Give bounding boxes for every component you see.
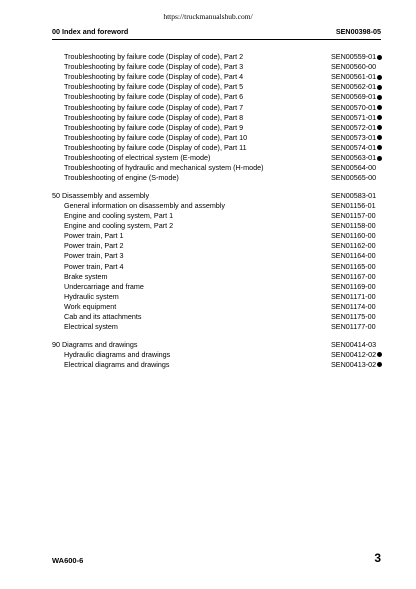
revision-bullet-icon: [377, 55, 382, 60]
revision-bullet-icon: [377, 125, 382, 130]
revision-bullet-icon: [377, 145, 382, 150]
revision-bullet-icon: [377, 95, 382, 100]
toc-entry-code: SEN01162-00: [331, 241, 376, 251]
toc-entry-code: SEN00414-03: [331, 339, 377, 349]
revision-bullet-icon: [377, 85, 382, 90]
toc-entry-row: [0, 153, 416, 163]
toc-entry-code: SEN01171-00: [331, 291, 376, 301]
toc-entry-row: [0, 103, 416, 113]
toc-entry-row: [0, 163, 416, 173]
toc-entry-title: Power train, Part 1: [64, 231, 124, 241]
toc-entry-row: [0, 201, 416, 211]
toc-entry-code: SEN00573-01: [331, 132, 377, 142]
toc-entry-title: Power train, Part 3: [64, 251, 124, 261]
source-url: https://truckmanualshub.com/: [163, 12, 253, 21]
toc-section-title: 90 Diagrams and drawings: [52, 339, 138, 349]
toc-entry-code: SEN00571-01: [331, 112, 377, 122]
header-divider: [52, 39, 381, 40]
toc-entry-code: SEN00563-01: [331, 153, 377, 162]
toc-entry-title: Cab and its attachments: [64, 312, 142, 321]
toc-entry-row: [0, 62, 416, 72]
toc-section-title: 50 Disassembly and assembly: [52, 190, 150, 200]
toc-entry-title: General information on disassembly and assembly: [64, 200, 225, 210]
toc-entry-row: [0, 231, 416, 241]
section-header-title: 00 Index and foreword: [52, 27, 129, 36]
toc-entry-title: Troubleshooting by failure code (Display of code), Part 5: [64, 82, 244, 92]
toc-entry-code: SEN01156-01: [331, 200, 376, 210]
toc-entry-row: [0, 113, 416, 123]
toc-entry-code: SEN01167-00: [331, 271, 376, 281]
toc-entry-code: SEN00561-01: [331, 72, 377, 82]
toc-entry-title: Engine and cooling system, Part 1: [64, 211, 174, 220]
toc-entry-row: [0, 211, 416, 221]
toc-entry-code: SEN00583-01: [331, 190, 377, 200]
toc-entry-code: SEN01174-00: [331, 301, 376, 311]
toc-section-row: [0, 340, 416, 350]
toc-entry-row: [0, 360, 416, 370]
toc-entry-row: [0, 221, 416, 231]
toc-entry-code: SEN00564-00: [331, 163, 377, 173]
toc-entry-code: SEN01160-00: [331, 231, 376, 241]
toc-entry-title: Troubleshooting by failure code (Display of code), Part 6: [64, 92, 244, 102]
toc-entry-row: [0, 241, 416, 251]
toc-entry-title: Troubleshooting by failure code (Display of code), Part 9: [64, 122, 244, 132]
toc-entry-row: [0, 292, 416, 302]
toc-entry-code: SEN01158-00: [331, 221, 376, 231]
toc-entry-code: SEN00412-02: [331, 349, 377, 359]
toc-entry-row: [0, 251, 416, 261]
toc-entry-row: [0, 52, 416, 62]
toc-entry-code: SEN00569-01: [331, 92, 377, 102]
toc-section-row: [0, 191, 416, 201]
toc-entry-title: Troubleshooting by failure code (Display of code), Part 11: [64, 142, 247, 152]
toc-entry-code: SEN01169-00: [331, 281, 376, 291]
toc-entry-title: Troubleshooting by failure code (Display of code), Part 8: [64, 112, 244, 122]
toc-entry-row: [0, 173, 416, 183]
toc-entry-title: Troubleshooting of electrical system (E-mode): [64, 153, 211, 162]
toc-entry-row: [0, 72, 416, 82]
toc-entry-row: [0, 282, 416, 292]
toc-entry-code: SEN01165-00: [331, 261, 376, 271]
toc-entry-row: [0, 143, 416, 153]
revision-bullet-icon: [377, 156, 382, 161]
revision-bullet-icon: [377, 75, 382, 80]
page-number: 3: [374, 551, 381, 565]
toc-entry-code: SEN00560-00: [331, 62, 377, 72]
toc-entry-code: SEN01164-00: [331, 251, 376, 261]
toc-entry-title: Troubleshooting of hydraulic and mechanical system (H-mode): [64, 163, 264, 173]
revision-bullet-icon: [377, 115, 382, 120]
toc-entry-row: [0, 312, 416, 322]
toc-entry-code: SEN01177-00: [331, 322, 376, 332]
toc-entry-row: [0, 322, 416, 332]
toc-entry-code: SEN00559-01: [331, 52, 377, 61]
toc-entry-code: SEN00565-00: [331, 173, 377, 183]
toc-entry-title: Hydraulic system: [64, 291, 119, 301]
toc-entry-row: [0, 262, 416, 272]
toc-entry-title: Troubleshooting of engine (S-mode): [64, 173, 179, 183]
toc-entry-code: SEN00574-01: [331, 142, 377, 152]
toc-entry-row: [0, 133, 416, 143]
toc-entry-title: Work equipment: [64, 301, 117, 311]
toc-entry-title: Troubleshooting by failure code (Display of code), Part 2: [64, 52, 244, 61]
toc-entry-title: Undercarriage and frame: [64, 281, 144, 291]
toc-entry-title: Hydraulic diagrams and drawings: [64, 349, 171, 359]
toc-entry-code: SEN01175-00: [331, 312, 376, 321]
toc-entry-title: Brake system: [64, 271, 108, 281]
toc-entry-title: Troubleshooting by failure code (Display of code), Part 7: [64, 102, 244, 112]
revision-bullet-icon: [377, 352, 382, 357]
toc-entry-title: Engine and cooling system, Part 2: [64, 221, 174, 231]
toc-entry-title: Electrical system: [64, 322, 118, 332]
model-name: WA600-6: [52, 556, 84, 565]
toc-entry-code: SEN00570-01: [331, 102, 377, 112]
toc-entry-title: Power train, Part 4: [64, 261, 124, 271]
toc-entry-code: SEN00413-02: [331, 359, 377, 369]
toc-entry-row: [0, 302, 416, 312]
toc-entry-row: [0, 350, 416, 360]
toc-entry-title: Power train, Part 2: [64, 241, 124, 251]
revision-bullet-icon: [377, 362, 382, 367]
revision-bullet-icon: [377, 105, 382, 110]
toc-entry-title: Troubleshooting by failure code (Display of code), Part 10: [64, 132, 248, 142]
toc-entry-row: [0, 92, 416, 102]
toc-entry-code: SEN00572-01: [331, 122, 377, 132]
toc-entry-title: Troubleshooting by failure code (Display of code), Part 4: [64, 72, 244, 82]
toc-entry-row: [0, 123, 416, 133]
revision-bullet-icon: [377, 135, 382, 140]
document-code: SEN00398-05: [335, 27, 381, 36]
toc-entry-title: Troubleshooting by failure code (Display of code), Part 3: [64, 62, 244, 72]
toc-entry-row: [0, 272, 416, 282]
toc-entry-title: Electrical diagrams and drawings: [64, 359, 170, 369]
toc-entry-row: [0, 82, 416, 92]
toc-entry-code: SEN01157-00: [331, 211, 376, 220]
toc-entry-code: SEN00562-01: [331, 82, 377, 92]
